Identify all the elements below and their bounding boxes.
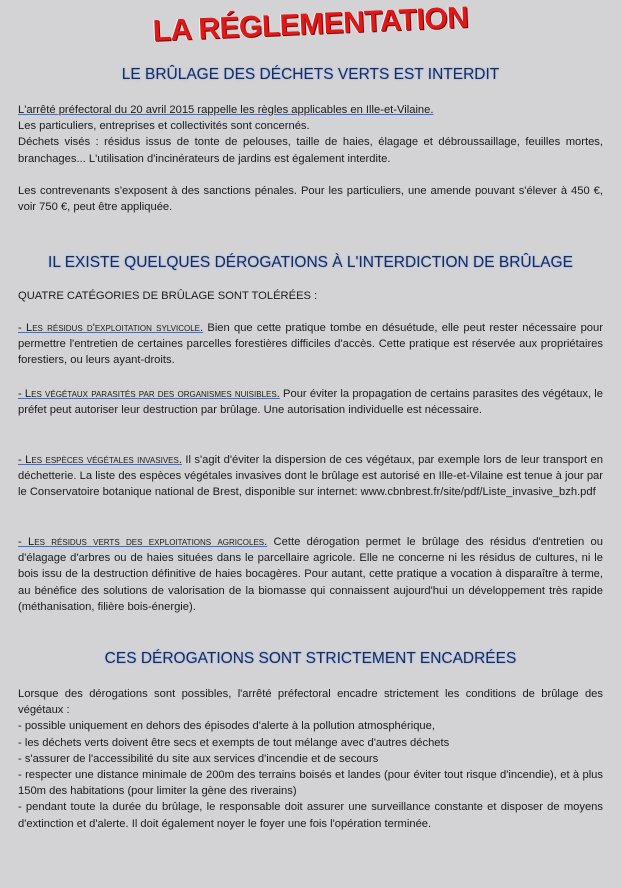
category-text: Pour éviter la propagation de certains parasites des végétaux, le préfet peut autoriser leur destruction par brûlage. Une autorisation individuelle est nécessaire. xyxy=(18,388,603,417)
category-label: - Les résidus verts des exploitations agricoles. xyxy=(18,536,268,548)
category-label: - Les résidus d'exploitation sylvicole. xyxy=(18,322,204,334)
main-title: LA RÉGLEMENTATION xyxy=(151,1,470,48)
categories-subheading: QUATRE CATÉGORIES DE BRÛLAGE SONT TOLÉRÉES : xyxy=(18,290,318,302)
condition-item: - respecter une distance minimale de 200m des terrains boisés et landes (pour éviter tout risque d'incendie), et à plus 150m des habitations (pour limiter la gène des riverains) xyxy=(18,769,603,798)
condition-item: - possible uniquement en dehors des épisodes d'alerte à la pollution atmosphérique, xyxy=(18,720,435,733)
arrete-text: L'arrêté préfectoral du 20 avril 2015 rappelle les règles applicables en Ille-et-Vilaine. xyxy=(18,104,434,116)
category-item xyxy=(18,386,603,418)
section1-body xyxy=(18,102,603,167)
category-text: Cette dérogation permet le brûlage des résidus d'entretien ou d'élagage d'arbres ou de haies situées dans le parcellaire agricole. Elle ne concerne ni les résidus de cultures, ni le bois issu de la destruction définitive de haies bocagères. Pour autant, cette pratique a vocation à disparaître à terme, au bénéfice des solutions de valorisation de la biomasse qui connaissent aujourd'hui un développement très rapide (méthanisation, filière bois-énergie). xyxy=(18,536,603,613)
category-item xyxy=(18,320,603,369)
condition-item: - les déchets verts doivent être secs et exempts de tout mélange avec d'autres déchets xyxy=(18,736,450,749)
sanctions-text: Les contrevenants s'exposent à des sanctions pénales. Pour les particuliers, une amende pouvant s'élever à 450 €, voir 750 €, peut être appliquée. xyxy=(18,185,603,214)
section-heading-interdit: LE BRÛLAGE DES DÉCHETS VERTS EST INTERDIT xyxy=(121,66,500,83)
condition-item: - pendant toute la durée du brûlage, le responsable doit assurer une surveillance constante et disposer de moyens d'extinction et d'alerte. Il doit également noyer le foyer une fois l'opération terminée. xyxy=(18,801,603,830)
category-text: Bien que cette pratique tombe en désuétude, elle peut rester nécessaire pour permettre l'entretien de certaines parcelles forestières difficiles d'accès. Cette pratique est réservée aux propriétaires forestiers, ou leurs ayant-droits. xyxy=(18,322,603,367)
category-text: Il s'agit d'éviter la dispersion de ces végétaux, par exemple lors de leur transport en déchetterie. La liste des espèces végétales invasives dont le brûlage est autorisé en Ille-et-Vilaine est tenue à jour par le Conservatoire botanique national de Brest, disponible sur internet: www.cbnbrest.fr/site/pdf/Liste_invasive_bzh.pdf xyxy=(18,454,603,499)
conditions-intro: Lorsque des dérogations sont possibles, l'arrêté préfectoral encadre strictement les conditions de brûlage des végétaux : xyxy=(18,688,603,717)
condition-item: - s'assurer de l'accessibilité du site aux services d'incendie et de secours xyxy=(18,752,379,765)
category-item xyxy=(18,534,603,615)
section3-body xyxy=(18,686,603,832)
category-label: - Les espèces végétales invasives. xyxy=(18,454,182,466)
section-heading-derogations: IL EXISTE QUELQUES DÉROGATIONS À L'INTERDICTION DE BRÛLAGE xyxy=(48,254,573,271)
concerned-text: Les particuliers, entreprises et collectivités sont concernés. xyxy=(18,120,310,133)
category-label: - Les végétaux parasités par des organismes nuisibles. xyxy=(18,388,280,400)
section-heading-encadrees: CES DÉROGATIONS SONT STRICTEMENT ENCADRÉES xyxy=(104,650,517,667)
dechets-text: Déchets visés : résidus issus de tonte de pelouses, taille de haies, élagage et débroussaillage, feuilles mortes, branchages... L'utilisation d'incinérateurs de jardins est également interdite. xyxy=(18,136,603,165)
category-item xyxy=(18,452,603,501)
